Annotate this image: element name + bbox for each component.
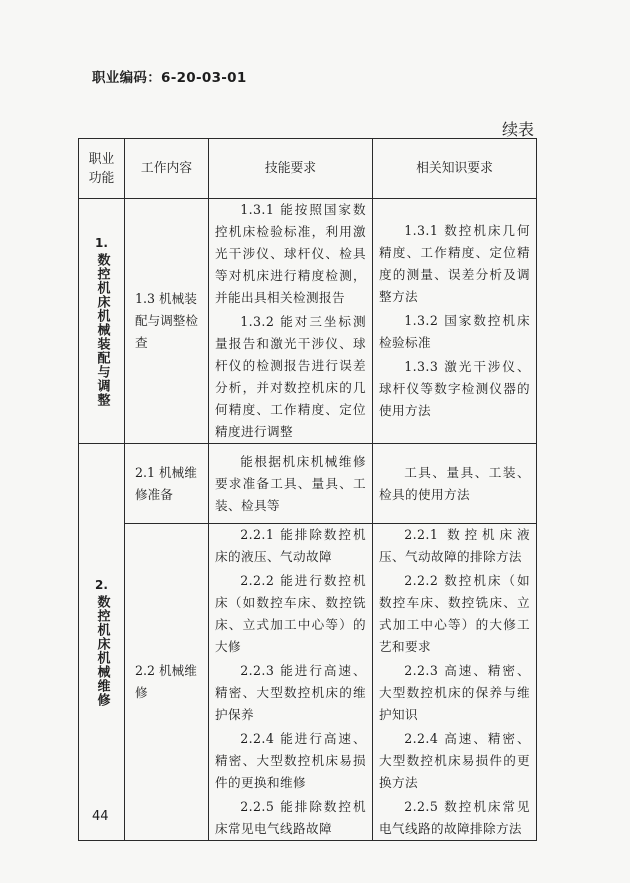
knowledge-cell: 2.2.1 数控机床液压、气动故障的排除方法 2.2.2 数控机床（如数控车床、数控铣床、立式加工中心等）的大修工艺和要求 2.2.3 高速、精密、大型数控机床的保养与维护知识 2.2.4 高速、精密、大型数控机床易损件的更换方法 2.2.5 数控机床常见电气线路的故障排除方法 — [373, 524, 537, 841]
work-content-cell: 2.1 机械维修准备 — [125, 444, 209, 524]
table-row — [79, 199, 537, 444]
header-knowledge: 相关知识要求 — [373, 139, 537, 199]
table-row — [79, 444, 537, 524]
function-cell-1: 1. 数控机床机械装配与调整 — [79, 199, 125, 444]
header-function: 职业 功能 — [79, 139, 125, 199]
work-content-cell: 2.2 机械维修 — [125, 524, 209, 841]
page-number: 44 — [92, 809, 109, 824]
skills-table — [78, 138, 537, 841]
knowledge-cell: 1.3.1 数控机床几何精度、工作精度、定位精度的测量、误差分析及调整方法 1.3.2 国家数控机床检验标准 1.3.3 激光干涉仪、球杆仪等数字检测仪器的使用方法 — [373, 199, 537, 444]
table-row — [79, 524, 537, 841]
skills-cell: 1.3.1 能按照国家数控机床检验标准，利用激光干涉仪、球杆仪、检具等对机床进行精度检测，并能出具相关检测报告 1.3.2 能对三坐标测量报告和激光干涉仪、球杆仪的检测报告进行误差分析，并对数控机床的几何精度、工作精度、定位精度进行调整 — [209, 199, 373, 444]
header-skills: 技能要求 — [209, 139, 373, 199]
work-content-cell: 1.3 机械装配与调整检查 — [125, 199, 209, 444]
occupation-code: 职业编码：6-20-03-01 — [92, 70, 247, 86]
skills-cell: 能根据机床机械维修要求准备工具、量具、工装、检具等 — [209, 444, 373, 524]
function-cell-2: 2. 数控机床机械维修 — [79, 444, 125, 841]
header-work: 工作内容 — [125, 139, 209, 199]
continued-label: 续表 — [501, 120, 534, 139]
table-header-row — [79, 139, 537, 199]
skills-cell: 2.2.1 能排除数控机床的液压、气动故障 2.2.2 能进行数控机床（如数控车床、数控铣床、立式加工中心等）的大修 2.2.3 能进行高速、精密、大型数控机床的维护保养 2.2.4 能进行高速、精密、大型数控机床易损件的更换和维修 2.2.5 能排除数控机床常见电气线路故障 — [209, 524, 373, 841]
knowledge-cell: 工具、量具、工装、检具的使用方法 — [373, 444, 537, 524]
